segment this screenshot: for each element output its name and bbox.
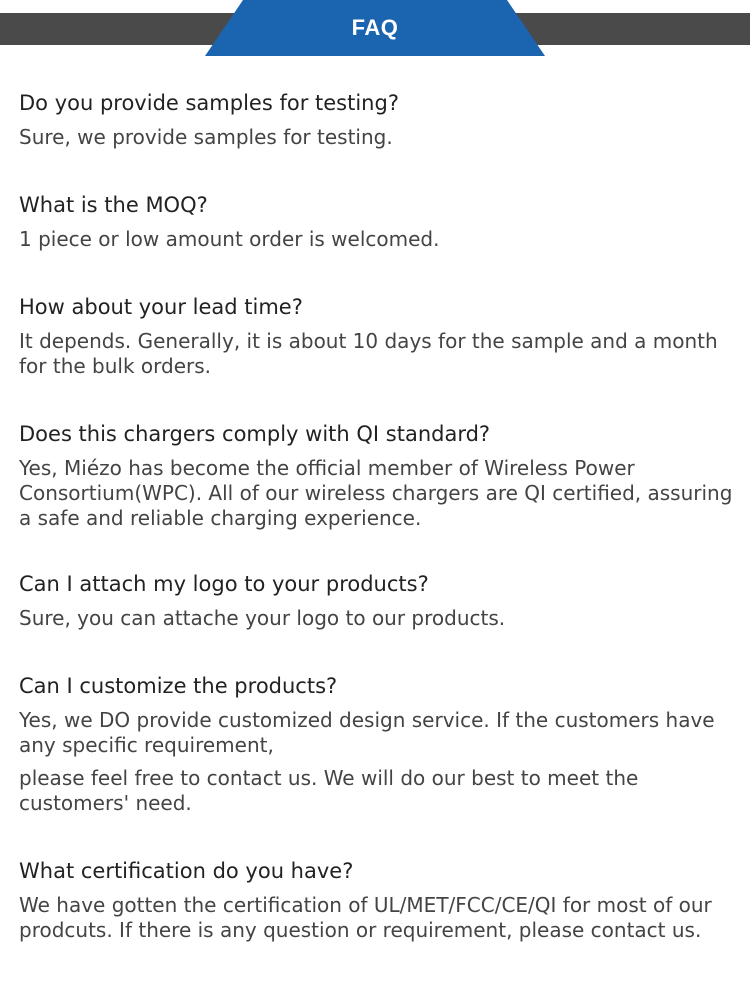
faq-answer-paragraph: It depends. Generally, it is about 10 days for the sample and a month for the bulk orders. (19, 329, 718, 378)
faq-answer (19, 708, 734, 816)
faq-item (19, 90, 734, 150)
faq-answer-paragraph: Sure, you can attache your logo to our products. (19, 606, 506, 630)
faq-answer-paragraph: please feel free to contact us. We will do our best to meet the customers' need. (19, 766, 639, 815)
faq-answer-paragraph: 1 piece or low amount order is welcomed. (19, 227, 440, 251)
faq-question: Can I customize the products? (19, 674, 338, 698)
faq-item (19, 421, 734, 531)
faq-question: Does this chargers comply with QI standard? (19, 422, 491, 446)
faq-answer-paragraph: Yes, we DO provide customized design service. If the customers have any specific requirement, (19, 708, 715, 757)
faq-answer-paragraph: We have gotten the certification of UL/MET/FCC/CE/QI for most of our prodcuts. If there is any question or requirement, please contact us. (19, 893, 712, 942)
faq-answer (19, 893, 734, 943)
faq-answer-paragraph: Sure, we provide samples for testing. (19, 125, 393, 149)
faq-answer-paragraph: Yes, Miézo has become the official member of Wireless Power Consortium(WPC). All of our wireless chargers are QI certified, assuring a safe and reliable charging experience. (19, 456, 733, 530)
faq-item (19, 294, 734, 379)
faq-question: Can I attach my logo to your products? (19, 572, 429, 596)
faq-answer (19, 227, 734, 252)
faq-answer (19, 606, 734, 631)
faq-item (19, 192, 734, 252)
faq-item (19, 571, 734, 631)
faq-question: What is the MOQ? (19, 193, 208, 217)
page-title: FAQ (351, 15, 399, 40)
faq-item (19, 673, 734, 816)
faq-question: How about your lead time? (19, 295, 303, 319)
faq-answer (19, 456, 734, 531)
faq-question: What certification do you have? (19, 859, 354, 883)
faq-item (19, 858, 734, 943)
faq-question: Do you provide samples for testing? (19, 91, 399, 115)
faq-answer (19, 125, 734, 150)
faq-answer (19, 329, 734, 379)
